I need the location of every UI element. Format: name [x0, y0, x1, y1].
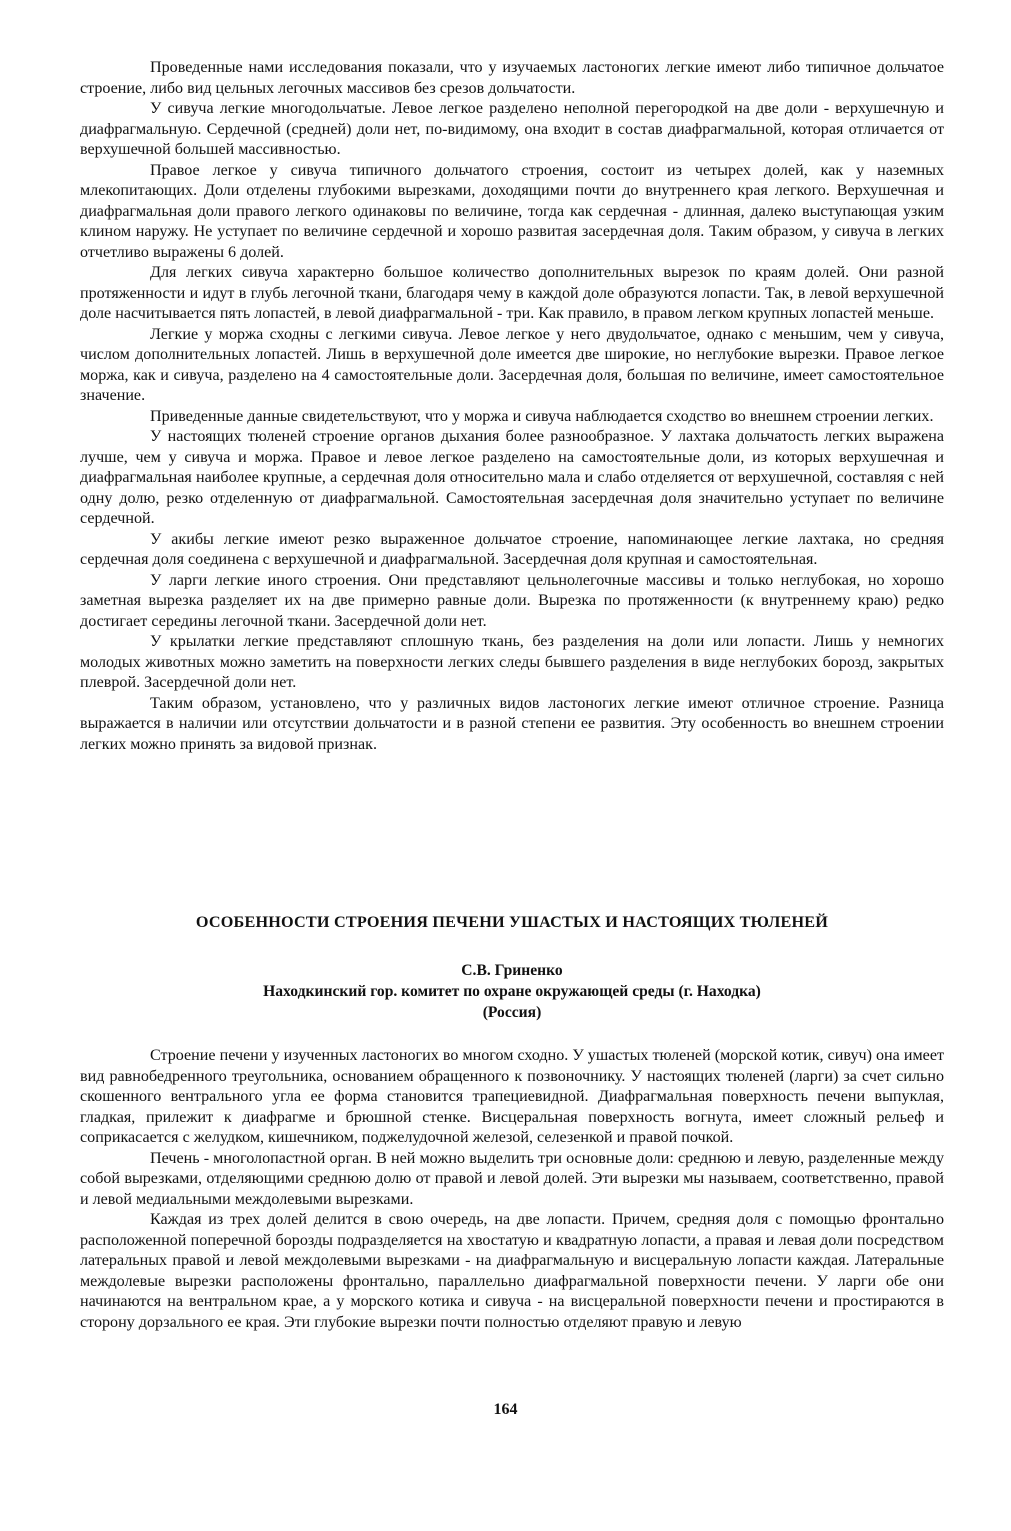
paragraph: У крылатки легкие представляют сплошную ткань, без разделения на доли или лопасти. Лишь у немногих молодых животных можно заметить на поверхности легких следы бывшего разделения в виде неглубоких борозд, закрытых плеврой. Засердечной доли нет. — [80, 633, 944, 691]
page-number: 164 — [493, 1401, 518, 1418]
author-block — [80, 960, 944, 1023]
article-title: ОСОБЕННОСТИ СТРОЕНИЯ ПЕЧЕНИ УШАСТЫХ И НАСТОЯЩИХ ТЮЛЕНЕЙ — [195, 913, 829, 931]
paragraph: У ларги легкие иного строения. Они представляют цельнолегочные массивы и только неглубокая, но хорошо заметная вырезка разделяет их на две примерно равные доли. Вырезка по протяженности (к внутреннему краю) редко достигает середины легочной ткани. Засердечной доли нет. — [80, 571, 944, 630]
paragraph: Таким образом, установлено, что у различных видов ластоногих легкие имеют отличное строение. Разница выражается в наличии или отсутствии дольчатости и в разной степени ее развития. Эту особенность во внешнем строении легких можно принять за видовой признак. — [80, 694, 944, 753]
paragraph: Легкие у моржа сходны с легкими сивуча. Левое легкое у него двудольчатое, однако с меньшим, чем у сивуча, числом дополнительных лопастей. Лишь в верхушечной доле имеется две широкие, но неглубокие вырезки. Правое легкое моржа, как и сивуча, разделено на 4 самостоятельные доли. Засердечная доля, большая по величине, имеет самостоятельное значение. — [80, 325, 944, 404]
paragraph: Каждая из трех долей делится в свою очередь, на две лопасти. Причем, средняя доля с помощью фронтально расположенной поперечной борозды подразделяется на хвостатую и квадратную лопасти, а правая и левая доли посредством латеральных правой и левой междолевыми вырезками - на диафрагмальную и висцеральную лопасти каждая. Латеральные междолевые вырезки расположены фронтально, параллельно диафрагмальной поверхности печени. У ларги обе они начинаются на вентральном крае, а у морского котика и сивуча - на висцеральной поверхности печени и простираются в сторону дорзального ее края. Эти глубокие вырезки почти полностью отделяют правую и левую — [80, 1211, 944, 1331]
author-affiliation: Находкинский гор. комитет по охране окружающей среды (г. Находка) — [263, 983, 761, 1000]
paragraph: У настоящих тюленей строение органов дыхания более разнообразное. У лахтака дольчатость легких выражена лучше, чем у сивуча и моржа. Правое и левое легкое разделено на самостоятельные доли, из которых верхушечная и диафрагмальная наиболее крупные, а сердечная доля относительно мала и слабо отделяется от верхушечной, составляя с ней одну долю, резко отделенную от диафрагмальной. Самостоятельная засердечная доля значительно уступает по величине сердечной. — [80, 428, 944, 527]
paragraph: Печень - многолопастной орган. В ней можно выделить три основные доли: среднюю и левую, разделенные между собой вырезками, отделяющими среднюю долю от правой и левой долей. Эти вырезки мы называем, соответственно, правой и левой медиальными междолевыми вырезками. — [80, 1149, 944, 1208]
paragraph: Строение печени у изученных ластоногих во многом сходно. У ушастых тюленей (морской котик, сивуч) она имеет вид равнобедренного треугольника, основанием обращенного к позвоночнику. У настоящих тюленей (ларги) за счет сильно скошенного вентрального угла ее форма становится трапециевидной. Диафрагмальная поверхность печени выпуклая, гладкая, прилежит к диафрагме и брюшной стенке. Висцеральная поверхность вогнута, имеет сложный рельеф и соприкасается с желудком, кишечником, поджелудочной железой, селезенкой и правой почкой. — [80, 1047, 944, 1146]
paragraph: У акибы легкие имеют резко выраженное дольчатое строение, напоминающее легкие лахтака, но средняя сердечная доля соединена с верхушечной и диафрагмальной. Засердечная доля крупная и самостоятельная. — [80, 530, 944, 568]
author-country: (Россия) — [482, 1004, 542, 1021]
author-name: С.В. Гриненко — [461, 962, 563, 979]
paragraph: У сивуча легкие многодольчатые. Левое легкое разделено неполной перегородкой на две доли - верхушечную и диафрагмальную. Сердечной (средней) доли нет, по-видимому, она входит в состав диафрагмальной, которая отличается от верхушечной большей массивностью. — [80, 100, 944, 158]
paragraph: Для легких сивуча характерно большое количество дополнительных вырезок по краям долей. Они разной протяженности и идут в глубь легочной ткани, благодаря чему в каждой доле образуются лопасти. Так, в левой верхушечной доле насчитывается пять лопастей, в левой диафрагмальной - три. Как правило, в правом легком крупных лопастей меньше. — [80, 264, 944, 322]
lung-study-section — [80, 58, 944, 755]
paragraph: Проведенные нами исследования показали, что у изучаемых ластоногих легкие имеют либо типичное дольчатое строение, либо вид цельных легочных массивов без срезов дольчатости. — [80, 59, 944, 97]
paragraph: Правое легкое у сивуча типичного дольчатого строения, состоит из четырех долей, как у наземных млекопитающих. Доли отделены глубокими вырезками, доходящими почти до внутреннего края легкого. Верхушечная и диафрагмальная доли правого легкого одинаковы по величине, тогда как сердечная - длинная, далеко выступающая узким клином наружу. Не уступает по величине сердечной и хорошо развитая засердечная доля. Таким образом, у сивуча в легких отчетливо выражены 6 долей. — [80, 161, 944, 261]
paragraph: Приведенные данные свидетельствуют, что у моржа и сивуча наблюдается сходство во внешнем строении легких. — [150, 407, 934, 425]
article-body — [80, 1046, 944, 1333]
